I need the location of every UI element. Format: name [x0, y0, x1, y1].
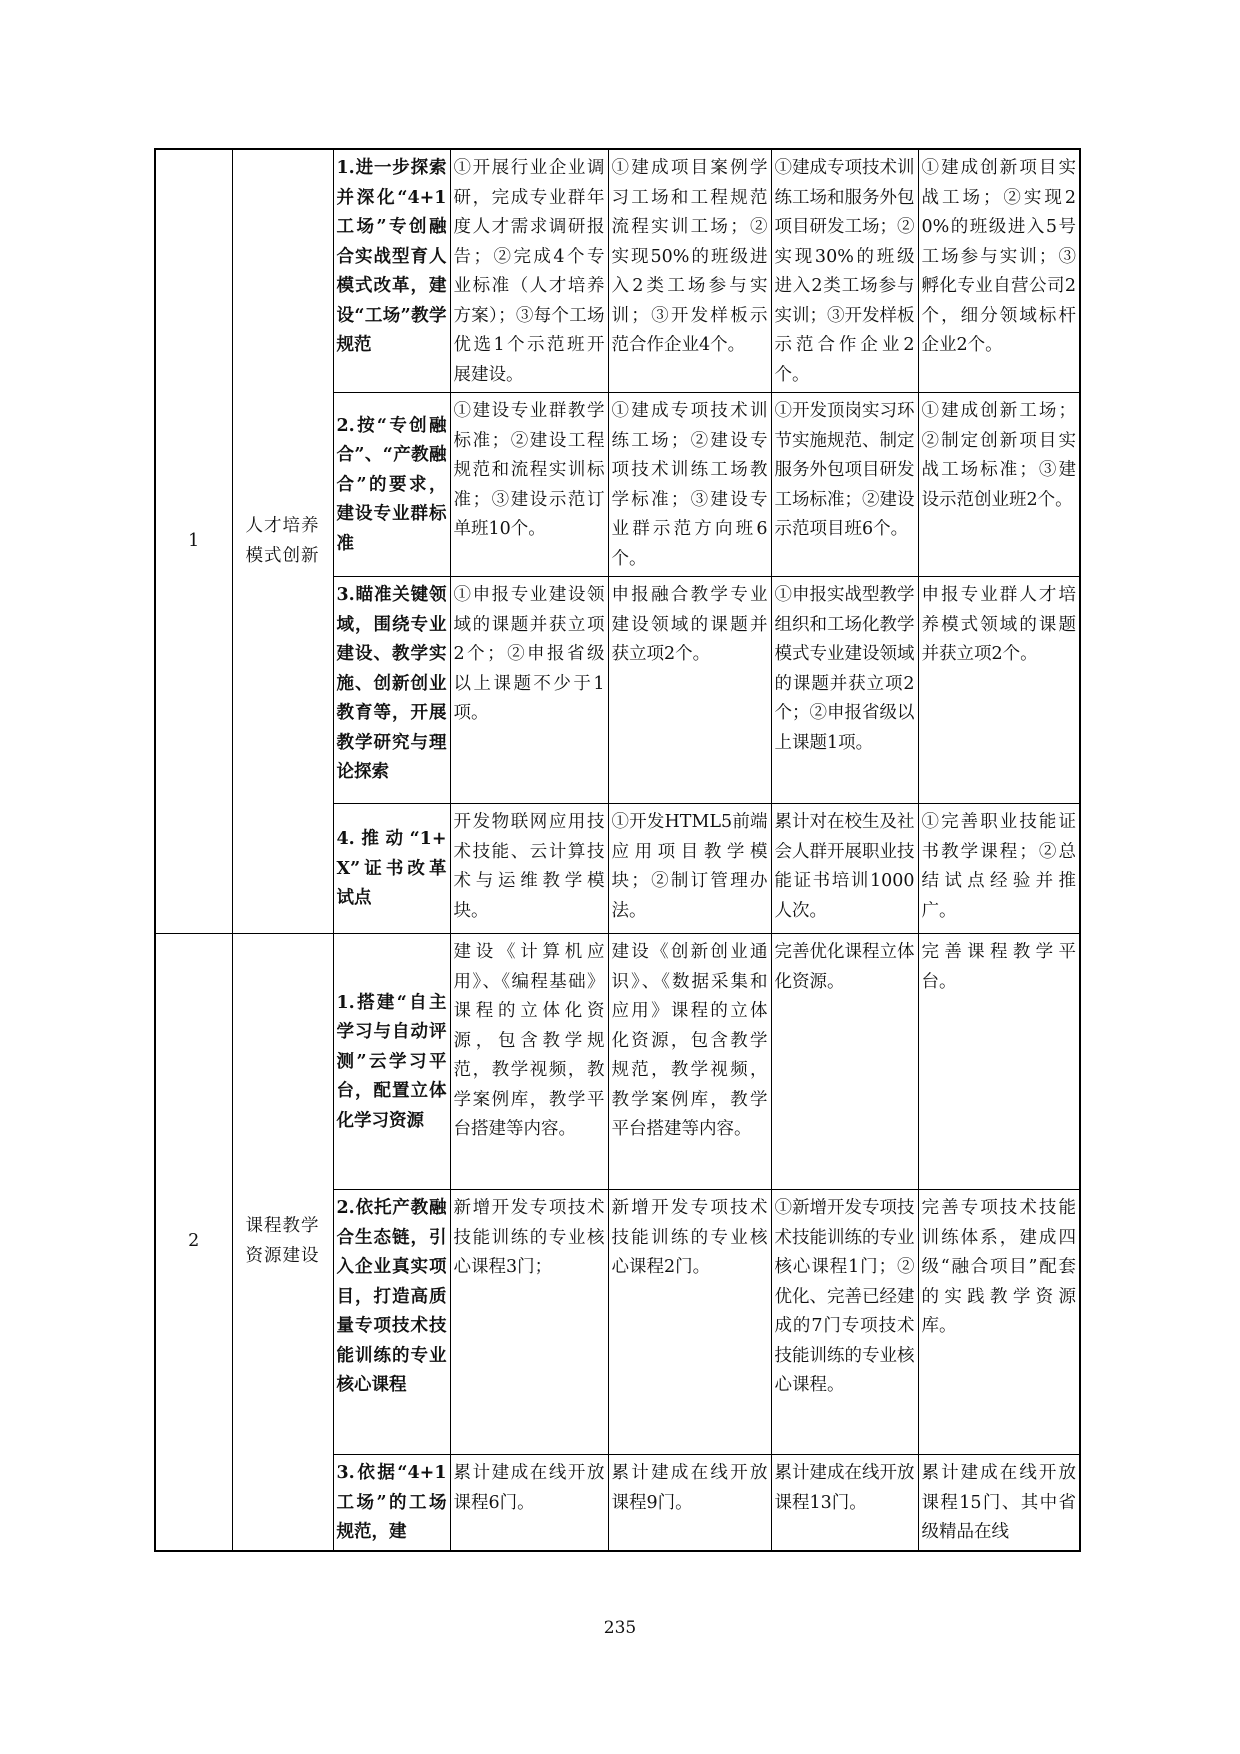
- goal-cell: 1.进一步探索并深化“4+1工场”专创融合实战型育人模式改革，建设“工场”教学规范: [333, 149, 450, 393]
- year2-cell: ①建成专项技术训练工场；②建设专项技术训练工场教学标准；③建设专业群示范方向班6个。: [608, 393, 771, 577]
- category-cell: 课程教学资源建设: [232, 934, 333, 1551]
- year1-cell: ①申报专业建设领域的课题并获立项2个；②申报省级以上课题不少于1项。: [450, 577, 608, 804]
- goal-cell: 2.依托产教融合生态链，引入企业真实项目，打造高质量专项技术技能训练的专业核心课程: [333, 1190, 450, 1455]
- year2-cell: ①建成项目案例学习工场和工程规范流程实训工场；②实现50%的班级进入2类工场参与实训；③开发样板示范合作企业4个。: [608, 149, 771, 393]
- year4-cell: 完善课程教学平台。: [918, 934, 1080, 1190]
- year4-cell: 完善专项技术技能训练体系，建成四级“融合项目”配套的实践教学资源库。: [918, 1190, 1080, 1455]
- year2-cell: 申报融合教学专业建设领域的课题并获立项2个。: [608, 577, 771, 804]
- goal-cell: 1.搭建“自主学习与自动评测”云学习平台，配置立体化学习资源: [333, 934, 450, 1190]
- year4-cell: ①建成创新项目实战工场；②实现20%的班级进入5号工场参与实训；③孵化专业自营公司2个，细分领域标杆企业2个。: [918, 149, 1080, 393]
- year3-cell: ①申报实战型教学组织和工场化教学模式专业建设领域的课题并获立项2个；②申报省级以上课题1项。: [771, 577, 918, 804]
- year2-cell: 累计建成在线开放课程9门。: [608, 1455, 771, 1551]
- year3-cell: ①建成专项技术训练工场和服务外包项目研发工场；②实现30%的班级进入2类工场参与实训；③开发样板示范合作企业2个。: [771, 149, 918, 393]
- year1-cell: 建设《计算机应用》、《编程基础》课程的立体化资源，包含教学规范，教学视频，教学案例库，教学平台搭建等内容。: [450, 934, 608, 1190]
- category-cell: 人才培养模式创新: [232, 149, 333, 934]
- goal-cell: 3.瞄准关键领域，围绕专业建设、教学实施、创新创业教育等，开展教学研究与理论探索: [333, 577, 450, 804]
- row-number: 1: [155, 149, 232, 934]
- year3-cell: 完善优化课程立体化资源。: [771, 934, 918, 1190]
- row-number: 2: [155, 934, 232, 1551]
- page-number: 235: [603, 1618, 637, 1638]
- year1-cell: ①开展行业企业调研，完成专业群年度人才需求调研报告；②完成4个专业标准（人才培养方案）；③每个工场优选1个示范班开展建设。: [450, 149, 608, 393]
- year1-cell: 累计建成在线开放课程6门。: [450, 1455, 608, 1551]
- year1-cell: ①建设专业群教学标准；②建设工程规范和流程实训标准；③建设示范订单班10个。: [450, 393, 608, 577]
- year1-cell: 新增开发专项技术技能训练的专业核心课程3门；: [450, 1190, 608, 1455]
- year4-cell: 累计建成在线开放课程15门、其中省级精品在线: [918, 1455, 1080, 1551]
- year4-cell: ①建成创新工场；②制定创新项目实战工场标准；③建设示范创业班2个。: [918, 393, 1080, 577]
- year3-cell: 累计对在校生及社会人群开展职业技能证书培训1000人次。: [771, 804, 918, 934]
- year3-cell: 累计建成在线开放课程13门。: [771, 1455, 918, 1551]
- year4-cell: 申报专业群人才培养模式领域的课题并获立项2个。: [918, 577, 1080, 804]
- plan-table: [154, 148, 1081, 1552]
- year4-cell: ①完善职业技能证书教学课程；②总结试点经验并推广。: [918, 804, 1080, 934]
- year2-cell: 建设《创新创业通识》、《数据采集和应用》课程的立体化资源，包含教学规范，教学视频，教学案例库，教学平台搭建等内容。: [608, 934, 771, 1190]
- year1-cell: 开发物联网应用技术技能、云计算技术与运维教学模块。: [450, 804, 608, 934]
- year3-cell: ①新增开发专项技术技能训练的专业核心课程1门；②优化、完善已经建成的7门专项技术技能训练的专业核心课程。: [771, 1190, 918, 1455]
- goal-cell: 4.推动“1+X”证书改革试点: [333, 804, 450, 934]
- year2-cell: ①开发HTML5前端应用项目教学模块；②制订管理办法。: [608, 804, 771, 934]
- goal-cell: 2.按“专创融合”、“产教融合”的要求，建设专业群标准: [333, 393, 450, 577]
- goal-cell: 3.依据“4+1工场”的工场规范，建: [333, 1455, 450, 1551]
- table-row: [155, 934, 1080, 1190]
- year2-cell: 新增开发专项技术技能训练的专业核心课程2门。: [608, 1190, 771, 1455]
- table-row: [155, 149, 1080, 393]
- year3-cell: ①开发顶岗实习环节实施规范、制定服务外包项目研发工场标准；②建设示范项目班6个。: [771, 393, 918, 577]
